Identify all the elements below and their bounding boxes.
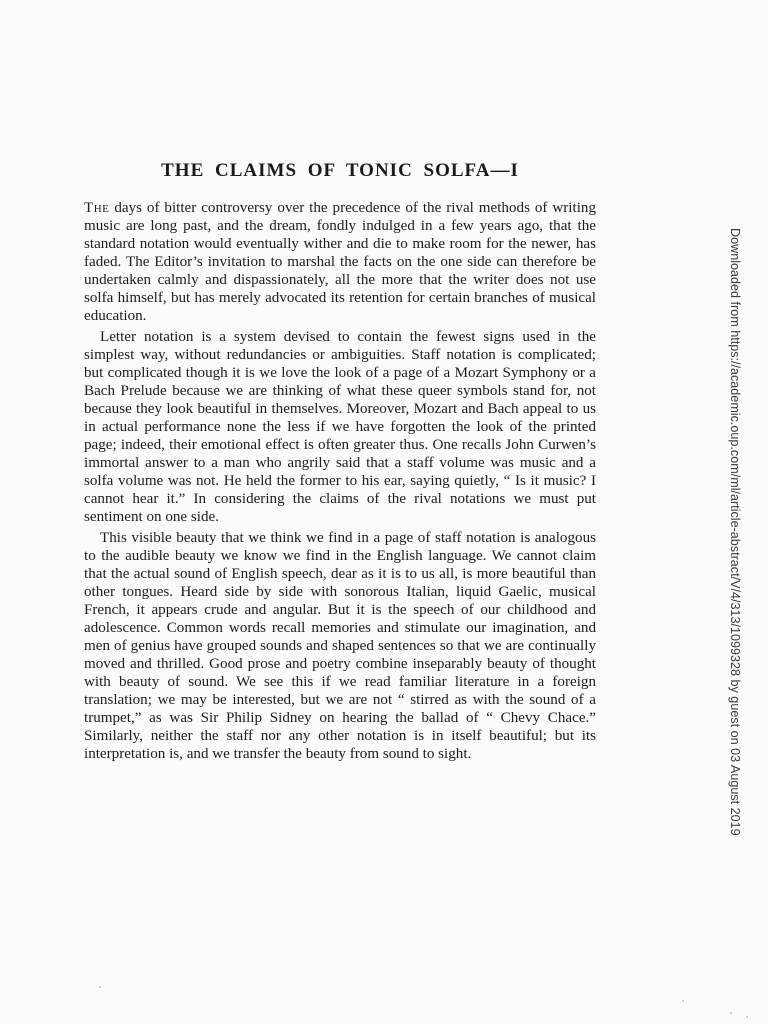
article-title: THE CLAIMS OF TONIC SOLFA—I xyxy=(161,160,519,181)
scan-speck xyxy=(99,986,101,988)
paragraph-1 xyxy=(84,199,596,325)
drop-word: The xyxy=(84,200,110,216)
paragraph-1-text: days of bitter controversy over the precedence of the rival methods of writing music are long past, and the dream, fondly indulged in a few years ago, that the standard notation would eventually wither and die to make room for the newer, has faded. The Editor’s invitation to marshal the facts on the one side can therefore be undertaken calmly and dispassionately, all the more that the writer does not use solfa himself, but has merely advocated its retention for certain branches of musical education. xyxy=(84,200,596,324)
scan-speck xyxy=(746,1016,748,1018)
paragraph-2: Letter notation is a system devised to contain the fewest signs used in the simplest way, without redundancies or ambiguities. Staff notation is complicated; but complicated though it is we love the look of a page of a Mozart Symphony or a Bach Prelude because we are thinking of what these queer symbols stand for, not because they look beautiful in themselves. Moreover, Mozart and Bach appeal to us in actual performance none the less if we have forgotten the look of the printed page; indeed, their emotional effect is often greater thus. One recalls John Curwen’s immortal answer to a man who angrily said that a staff volume was music and a solfa volume was not. He held the former to his ear, saying quietly, “ Is it music? I cannot hear it.” In considering the claims of the rival notations we must put sentiment on one side. xyxy=(84,329,596,525)
download-notice: Downloaded from https://academic.oup.com/ml/article-abstract/V/4/313/1099328 by guest on 03 August 2019 xyxy=(728,228,742,836)
download-watermark xyxy=(725,228,747,836)
scan-speck xyxy=(730,1012,732,1014)
article-body xyxy=(84,199,596,766)
scan-speck xyxy=(682,1000,684,1002)
paragraph-3: This visible beauty that we think we find in a page of staff notation is analogous to the audible beauty we know we find in the English language. We cannot claim that the actual sound of English speech, dear as it is to us all, is more beautiful than other tongues. Heard side by side with sonorous Italian, liquid Gaelic, musical French, it appears crude and angular. But it is the speech of our childhood and adolescence. Common words recall memories and stimulate our imagination, and men of genius have grouped sounds and shaped sentences so that we are continually moved and thrilled. Good prose and poetry combine inseparably beauty of thought with beauty of sound. We see this if we read familiar literature in a foreign translation; we may be interested, but we are not “ stirred as with the sound of a trumpet,” as was Sir Philip Sidney on hearing the ballad of “ Chevy Chace.” Similarly, neither the staff nor any other notation is in itself beautiful; but its interpretation is, and we transfer the beauty from sound to sight. xyxy=(84,530,596,762)
